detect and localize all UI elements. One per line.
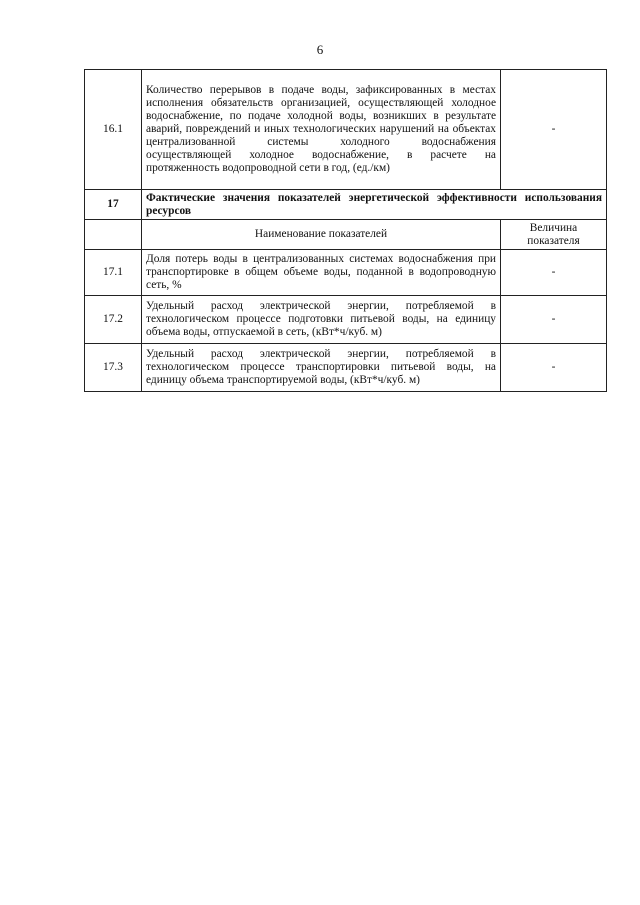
section-title: Фактические значения показателей энергетической эффективности использования ресурсов — [142, 190, 607, 220]
row-number: 17.3 — [85, 344, 142, 392]
indicators-table — [84, 69, 607, 392]
table-row — [85, 296, 607, 344]
row-description: Количество перерывов в подаче воды, зафиксированных в местах исполнения обязательств организацией, осуществляющей холодное водоснабжение, по подаче холодной воды, возникших в результате аварий, повреждений и иных технологических нарушений на объектах централизованной системы холодного водоснабжения осуществляющей холодное водоснабжение, в расчете на протяженность водопроводной сети в год, (ед./км) — [142, 70, 501, 190]
row-description: Доля потерь воды в централизованных системах водоснабжения при транспортировке в общем объеме воды, поданной в водопроводную сеть, % — [142, 250, 501, 296]
header-value-column: Величина показателя — [501, 220, 607, 250]
row-number: 16.1 — [85, 70, 142, 190]
row-value: - — [501, 70, 607, 190]
row-number: 17.2 — [85, 296, 142, 344]
header-name-column: Наименование показателей — [142, 220, 501, 250]
section-number: 17 — [85, 190, 142, 220]
row-value: - — [501, 250, 607, 296]
row-value: - — [501, 296, 607, 344]
table-row — [85, 344, 607, 392]
header-row — [85, 220, 607, 250]
row-number: 17.1 — [85, 250, 142, 296]
table-row — [85, 70, 607, 190]
row-description: Удельный расход электрической энергии, потребляемой в технологическом процессе транспортировки питьевой воды, на единицу объема транспортируемой воды, (кВт*ч/куб. м) — [142, 344, 501, 392]
row-description: Удельный расход электрической энергии, потребляемой в технологическом процессе подготовки питьевой воды, на единицу объема воды, отпускаемой в сеть, (кВт*ч/куб. м) — [142, 296, 501, 344]
header-empty-cell — [85, 220, 142, 250]
page-number: 6 — [316, 42, 324, 57]
table-row — [85, 250, 607, 296]
row-value: - — [501, 344, 607, 392]
section-row — [85, 190, 607, 220]
